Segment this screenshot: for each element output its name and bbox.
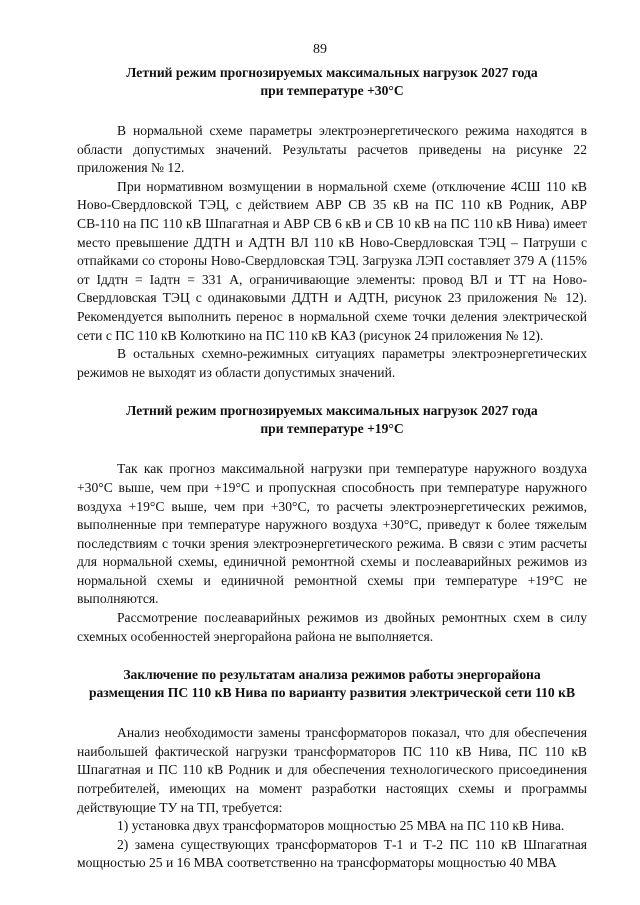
section-heading [77, 666, 587, 702]
paragraph: В нормальной схеме параметры электроэнергетического режима находятся в области допустимых значений. Результаты расчетов приведены на рисунке 22 приложения № 12. [77, 123, 587, 176]
heading-line: Летний режим прогнозируемых максимальных нагрузок 2027 года [126, 65, 538, 80]
paragraph: При нормативном возмущении в нормальной схеме (отключение 4СШ 110 кВ Ново-Свердловской ТЭЦ, с действием АВР СВ 35 кВ на ПС 110 кВ Родник, АВР СВ-110 на ПС 110 кВ Шпагатная и АВР СВ 6 кВ и СВ 10 кВ на ПС 110 кВ Нива) имеет место превышение ДДТН и АДТН ВЛ 110 кВ Ново-Свердловская ТЭЦ – Патруши с отпайками со стороны Ново-Свердловская ТЭЦ. Загрузка ЛЭП составляет 379 А (115% от Iддтн = Iадтн = 331 А, ограничивающие элементы: провод ВЛ и ТТ на Ново-Свердловская ТЭЦ с одинаковыми ДДТН и АДТН, рисунок 23 приложения № 12). Рекомендуется выполнить перенос в нормальной схеме точки деления электрической сети с ПС 110 кВ Колюткино на ПС 110 кВ КАЗ (рисунок 24 приложения № 12). [77, 178, 587, 343]
document-body [77, 64, 587, 873]
heading-line: при температуре +19°С [260, 421, 404, 437]
heading-line: Летний режим прогнозируемых максимальных нагрузок 2027 года [126, 403, 538, 419]
list-item: 2) замена существующих трансформаторов Т-1 и Т-2 ПС 110 кВ Шпагатная мощностью 25 и 16 МВА соответственно на трансформаторы мощностью 40 МВА [77, 836, 587, 871]
heading-line: размещения ПС 110 кВ Нива по варианту развития электрической сети 110 кВ [88, 685, 576, 701]
heading-line: при температуре +30°С [260, 83, 404, 98]
list-item: 1) установка двух трансформаторов мощностью 25 МВА на ПС 110 кВ Нива. [117, 818, 565, 834]
paragraph: Рассмотрение послеаварийных режимов из двойных ремонтных схем в силу схемных особенностей энергорайона района не выполняется. [77, 610, 587, 644]
paragraph: Так как прогноз максимальной нагрузки при температуре наружного воздуха +30°С выше, чем при +19°С и пропускная способность при температуре наружного воздуха +19°С выше, чем при +30°С, то расчеты электроэнергетических режимов, выполненные при температуре наружного воздуха +30°С, приведут к более тяжелым последствиям с точки зрения электроэнергетического режима. В связи с этим расчеты для нормальной схемы, единичной ремонтной схемы и послеаварийных режимов из нормальной схемы и единичной ремонтной схемы при температуре +19°С не выполняются. [77, 461, 587, 607]
page-number: 89 [313, 42, 327, 57]
paragraph: В остальных схемно-режимных ситуациях параметры электроэнергетических режимов не выходят из области допустимых значений. [77, 346, 587, 380]
heading-line: Заключение по результатам анализа режимов работы энергорайона [123, 667, 541, 683]
paragraph: Анализ необходимости замены трансформаторов показал, что для обеспечения наибольшей фактической нагрузки трансформаторов ПС 110 кВ Нива, ПС 110 кВ Шпагатная и ПС 110 кВ Родник и для обеспечения технологического присоединения потребителей, имеющих на момент разработки настоящих схемы и программы действующие ТУ на ТП, требуется: [77, 725, 587, 815]
section-heading [77, 64, 587, 100]
section-heading [77, 402, 587, 438]
